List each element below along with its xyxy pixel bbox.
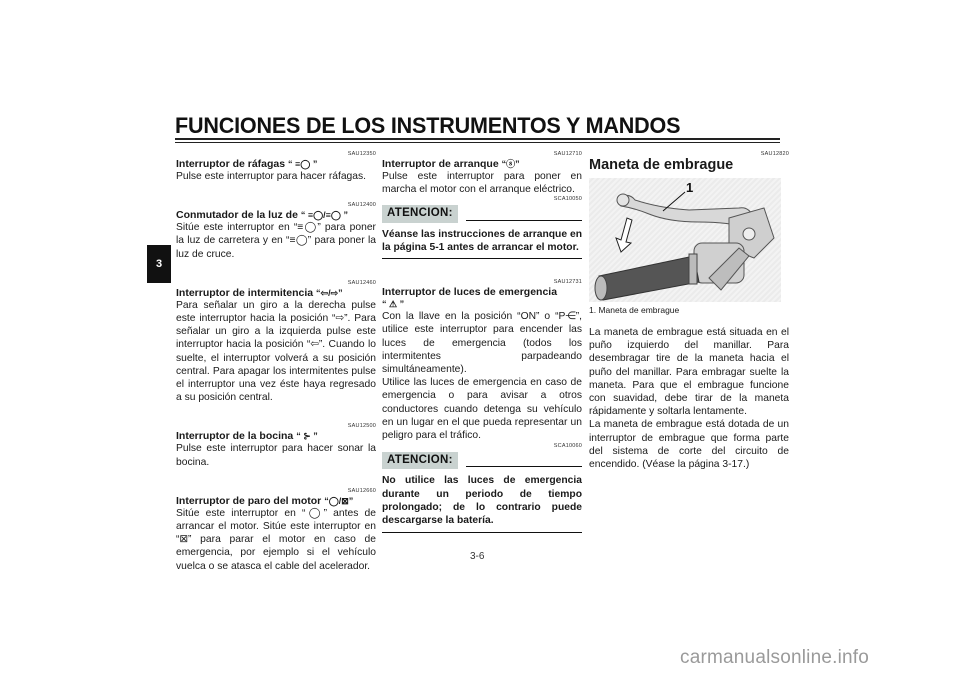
engine-stop-icon: “◯/⊠” (324, 495, 354, 506)
start-icon: “ⓢ” (501, 159, 520, 169)
caution-text: No utilice las luces de emergencia durante un periodo de tiempo prolongado; de lo contrario puede descargarse la batería. (382, 474, 582, 532)
section-dimmer-switch (176, 202, 376, 261)
figure-caption: 1. Maneta de embrague (589, 305, 680, 315)
section-code: SAU12660 (347, 487, 376, 494)
caution-label: ATENCION: (382, 205, 458, 222)
clutch-lever-figure (589, 178, 781, 302)
horn-icon: “ ⊱ ” (296, 431, 318, 442)
section-heading (176, 287, 376, 299)
section-code: SAU12460 (347, 279, 376, 286)
hazard-icon: “ ⚠ ” (382, 299, 405, 310)
title-rule-thin (175, 142, 780, 143)
section-turn-signal-switch (176, 280, 376, 405)
column-2 (382, 151, 582, 533)
section-body: Sitúe este interruptor en “≡◯” para poner la luz de carretera y en “≡◯” para poner la luz de cruce. (176, 222, 376, 260)
section-body: Pulse este interruptor para hacer sonar la bocina. (176, 443, 376, 468)
section-heading (176, 495, 376, 507)
chapter-tab: 3 (147, 245, 171, 283)
section-horn-switch (176, 423, 376, 468)
column-3 (589, 151, 789, 471)
section-heading (382, 158, 582, 170)
heading-text: Interruptor de la bocina (176, 430, 297, 443)
caution-code: SCA10050 (553, 196, 582, 203)
heading-text: Interruptor de intermitencia (176, 286, 317, 299)
caution-label: ATENCION: (382, 452, 458, 469)
section-heading (176, 430, 376, 442)
section-body: Para señalar un giro a la derecha pulse este interruptor hacia la posición “⇨”. Para señalar un giro a la izquierda pulse este interruptor hacia la posición “⇦”. Cuando lo suelte, el interruptor volverá a su posición central. Para apagar los intermitentes pulse el interruptor una vez éste haya regresado a su posición central. (176, 299, 376, 404)
heading-text: Interruptor de paro del motor (176, 494, 325, 507)
section-flash-switch (176, 151, 376, 183)
section-hazard-switch (382, 279, 582, 442)
caution-box-2 (382, 443, 582, 532)
page-number: 3-6 (470, 551, 485, 562)
heading-text: Interruptor de ráfagas (176, 158, 289, 170)
caution-header (382, 452, 582, 469)
section-body: Sitúe este interruptor en “◯” antes de arrancar el motor. Sitúe este interruptor en “⊠” para parar el motor en caso de emergencia, por ejemplo si el vehículo vuelca o se atasca el cable del acelerador. (176, 507, 376, 572)
section-body: La maneta de embrague está dotada de un interruptor de embrague que forma parte del sistema de corte del circuito de encendido. (Véase la página 3-17.) (589, 419, 789, 471)
heading-text: Interruptor de arranque (382, 158, 502, 170)
section-code: SAU12350 (347, 151, 376, 157)
caution-code: SCA10060 (553, 443, 582, 450)
passing-light-icon: “ ≡◯ ” (288, 159, 318, 169)
section-body: La maneta de embrague está situada en el puño izquierdo del manillar. Para desembragar tire de la maneta hacia el puño del manillar. Para embragar suelte la maneta. Para que el embrague funcione con suavidad, debe tirar de la maneta rápidamente y soltarla lentamente. (589, 327, 789, 418)
caution-box-1 (382, 196, 582, 259)
title-rule (175, 138, 780, 140)
turn-signal-icon: “⇦/⇨” (316, 287, 343, 298)
heading-text: Interruptor de luces de emergencia (382, 286, 558, 299)
section-heading (382, 286, 582, 310)
section-heading (176, 158, 376, 170)
clutch-lever-illustration (589, 178, 781, 302)
callout-number: 1 (686, 180, 694, 195)
section-body: Pulse este interruptor para poner en marcha el motor con el arranque eléctrico. (382, 171, 582, 196)
section-engine-stop-switch (176, 488, 376, 573)
high-low-beam-icon: “ ≡◯/≡◯ ” (300, 210, 348, 221)
caution-header (382, 205, 582, 222)
section-code: SAU12820 (760, 151, 789, 157)
watermark: carmanualsonline.info (680, 647, 870, 668)
section-code: SAU12400 (347, 202, 376, 209)
heading-text: Conmutador de la luz de (176, 209, 301, 222)
caution-text: Véanse las instrucciones de arranque en la página 5-1 antes de arrancar el motor. (382, 228, 582, 260)
section-body: Utilice las luces de emergencia en caso de emergencia o para avisar a otros conductores cuando detenga su vehículo en un lugar en el que pueda representar un peligro para el tráfico. (382, 377, 582, 442)
section-code: SAU12710 (553, 151, 582, 157)
section-start-switch (382, 151, 582, 196)
caution-rule (466, 220, 582, 221)
section-code: SAU12500 (347, 423, 376, 430)
section-heading: Maneta de embrague (589, 157, 734, 173)
section-code: SAU12731 (553, 279, 582, 286)
page-title: FUNCIONES DE LOS INSTRUMENTOS Y MANDOS (175, 113, 681, 138)
section-body: Pulse este interruptor para hacer ráfagas. (176, 171, 367, 182)
caution-rule (466, 466, 582, 467)
section-heading (176, 209, 376, 221)
column-1 (176, 151, 376, 592)
section-body: Con la llave en la posición “ON” o “P⋲”, utilice este interruptor para encender las luces de emergencia (todos los intermitentes parpadeando simultáneamente). (382, 311, 582, 376)
